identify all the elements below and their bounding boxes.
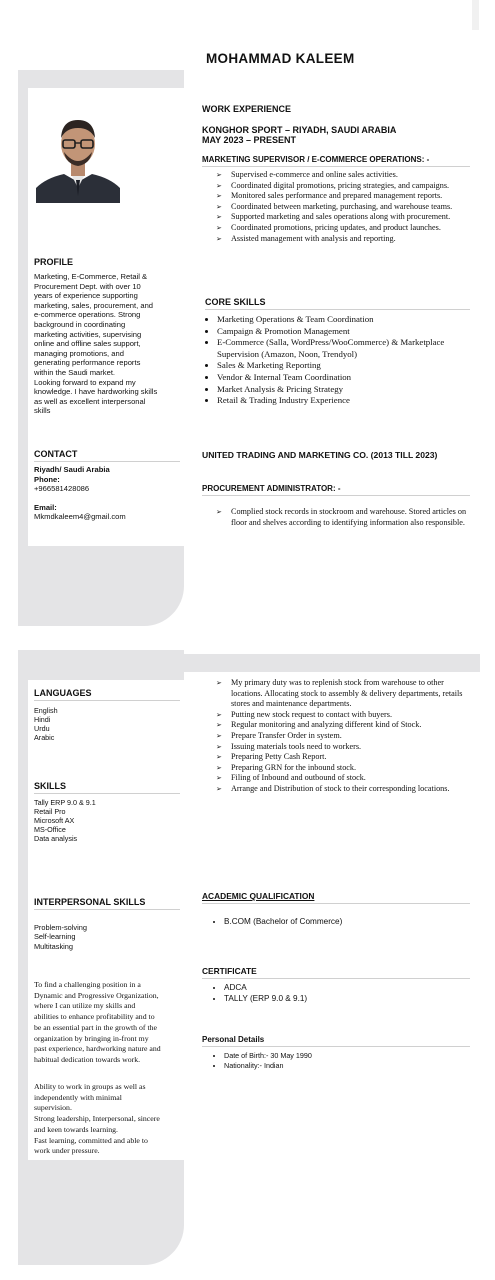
language-item: English <box>34 706 58 715</box>
job1-role: MARKETING SUPERVISOR / E-COMMERCE OPERATIONS: - <box>202 155 470 167</box>
duty-item: ➢ Coordinated promotions, pricing updates, and product launches. <box>214 223 472 234</box>
languages-heading: LANGUAGES <box>34 688 180 701</box>
personal-item: • Nationality:- Indian <box>224 1061 494 1071</box>
languages-list <box>34 706 58 742</box>
objective-line: Dynamic and Progressive Organization, <box>34 990 159 1000</box>
objective-line: be an essential part in the growth of the <box>34 1022 157 1032</box>
academic-item: • B.COM (Bachelor of Commerce) <box>224 917 494 928</box>
duty-item: ➢ Preparing Petty Cash Report. <box>214 752 472 763</box>
job1-period: MAY 2023 – PRESENT <box>202 135 297 145</box>
strength-line: independently with minimal <box>34 1092 122 1102</box>
skills-list <box>34 798 96 843</box>
profile-text <box>34 272 184 416</box>
personal-heading: Personal Details <box>202 1035 470 1047</box>
email-value: Mkmdkaleem4@gmail.com <box>34 512 126 522</box>
duty-item: ➢ Assisted management with analysis and reporting. <box>214 234 472 245</box>
job1-duties <box>214 170 472 244</box>
interpersonal-item: Multitasking <box>34 941 74 951</box>
job2-company: UNITED TRADING AND MARKETING CO. (2013 TILL 2023) <box>202 450 438 460</box>
duty-item: ➢ Monitored sales performance and prepared management reports. <box>214 191 472 202</box>
language-item: Arabic <box>34 733 55 742</box>
profile-line: background in coordinating <box>34 319 126 329</box>
interpersonal-item: Self-learning <box>34 932 76 942</box>
duty-item: ➢ Arrange and Distribution of stock to their corresponding locations. <box>214 784 472 795</box>
candidate-name: MOHAMMAD KALEEM <box>206 51 355 66</box>
profile-line: marketing activities, supervising <box>34 329 142 339</box>
profile-line: generating performance reports <box>34 358 141 368</box>
certificate-heading: CERTIFICATE <box>202 966 470 979</box>
contact-heading: CONTACT <box>34 449 180 462</box>
certificate-item: • ADCA <box>224 983 494 994</box>
duty-item: ➢ Coordinated digital promotions, pricing strategies, and campaigns. <box>214 181 472 192</box>
profile-line: within the Saudi market. <box>34 367 116 377</box>
profile-line: managing promotions, and <box>34 348 124 358</box>
duty-item: ➢ Supervised e-commerce and online sales activities. <box>214 170 472 181</box>
language-item: Urdu <box>34 724 50 733</box>
duty-item: ➢ Supported marketing and sales operations along with procurement. <box>214 212 472 223</box>
profile-line: skills <box>34 406 51 416</box>
personal-list <box>202 1051 494 1071</box>
resume-page-2 <box>0 650 495 1280</box>
duty-item: ➢ Coordinated between marketing, purchasing, and warehouse teams. <box>214 202 472 213</box>
skill-item: Tally ERP 9.0 & 9.1 <box>34 798 96 807</box>
duty-item: ➢ Putting new stock request to contact with buyers. <box>214 710 472 721</box>
certificate-list <box>202 983 494 1004</box>
skill-item: Retail Pro <box>34 807 66 816</box>
skills-heading: SKILLS <box>34 781 180 794</box>
duty-item: ➢ My primary duty was to replenish stock from warehouse to other locations. Allocating stock to assembly & delivery departments, retails stores and maintenance departments. <box>214 678 472 710</box>
core-skills-list <box>202 314 487 407</box>
interpersonal-heading: INTERPERSONAL SKILLS <box>34 897 180 910</box>
job2-role: PROCUREMENT ADMINISTRATOR: - <box>202 484 470 496</box>
objective-line: abilities to enhance profitability and to <box>34 1012 155 1022</box>
interpersonal-item: Problem-solving <box>34 923 87 932</box>
certificate-item: • TALLY (ERP 9.0 & 9.1) <box>224 994 494 1005</box>
objective-line: organization by bringing in-front my <box>34 1033 149 1043</box>
strengths-text <box>34 1082 184 1157</box>
objective-line: past experience, hardworking nature and <box>34 1044 161 1054</box>
profile-line: Marketing, E-Commerce, Retail & <box>34 272 148 281</box>
phone-value: +966581428086 <box>34 484 90 494</box>
resume-page-1 <box>0 0 495 628</box>
skill-item: Microsoft AX <box>34 816 75 825</box>
core-skills-heading: CORE SKILLS <box>205 297 470 310</box>
duty-item: ➢ Complied stock records in stockroom and warehouse. Stored articles on floor and shelves according to identifying information also responsible. <box>214 507 472 528</box>
strength-line: and keen towards learning. <box>34 1124 119 1134</box>
profile-line: Looking forward to expand my <box>34 377 136 387</box>
job2-duties-p1 <box>214 507 472 528</box>
core-skill-item: • Market Analysis & Pricing Strategy <box>217 384 487 396</box>
academic-list <box>202 917 494 928</box>
profile-line: Procurement Dept. with over 10 <box>34 281 141 291</box>
profile-photo <box>36 108 120 203</box>
profile-line: online and offline sales support, <box>34 339 141 349</box>
core-skill-item: • Campaign & Promotion Management <box>217 326 487 338</box>
profile-heading: PROFILE <box>34 257 74 267</box>
strength-line: work under pressure. <box>34 1146 100 1156</box>
phone-label: Phone: <box>34 474 60 484</box>
skill-item: Data analysis <box>34 834 78 843</box>
contact-location: Riyadh/ Saudi Arabia <box>34 465 110 474</box>
profile-line: as well as excellent interpersonal <box>34 396 146 406</box>
core-skill-item: • Marketing Operations & Team Coordination <box>217 314 487 326</box>
duty-item: ➢ Prepare Transfer Order in system. <box>214 731 472 742</box>
strength-line: Ability to work in groups as well as <box>34 1082 146 1091</box>
duty-item: ➢ Issuing materials tools need to workers. <box>214 742 472 753</box>
profile-line: knowledge. I have hardworking skills <box>34 387 158 397</box>
profile-line: e-commerce operations. Strong <box>34 310 141 320</box>
objective-line: where I can utilize my skills and <box>34 1001 136 1011</box>
language-item: Hindi <box>34 715 51 724</box>
objective-text <box>34 980 184 1066</box>
interpersonal-list <box>34 923 87 951</box>
objective-line: habitual dedication towards work. <box>34 1054 141 1064</box>
profile-line: marketing, sales, procurement, and <box>34 300 154 310</box>
core-skill-item: • Sales & Marketing Reporting <box>217 360 487 372</box>
strength-line: Strong leadership, Interpersonal, sincere <box>34 1114 160 1124</box>
job2-duties-p2 <box>214 678 472 795</box>
duty-item: ➢ Regular monitoring and analyzing different kind of Stock. <box>214 720 472 731</box>
core-skill-item: • Vendor & Internal Team Coordination <box>217 372 487 384</box>
duty-item: ➢ Filing of Inbound and outbound of stock. <box>214 773 472 784</box>
strength-line: supervision. <box>34 1103 72 1113</box>
core-skill-item: • Retail & Trading Industry Experience <box>217 395 487 407</box>
personal-item: • Date of Birth:- 30 May 1990 <box>224 1051 494 1061</box>
academic-heading: ACADEMIC QUALIFICATION <box>202 891 470 904</box>
objective-line: To find a challenging position in a <box>34 980 141 989</box>
skill-item: MS-Office <box>34 825 66 834</box>
duty-item: ➢ Preparing GRN for the inbound stock. <box>214 763 472 774</box>
contact-block <box>34 465 184 522</box>
core-skill-item: • E-Commerce (Salla, WordPress/WooCommerce) & Marketplace Supervision (Amazon, Noon, Trendyol) <box>217 337 487 360</box>
strength-line: Fast learning, committed and able to <box>34 1135 148 1145</box>
work-heading: WORK EXPERIENCE <box>202 104 292 114</box>
profile-line: years of experience supporting <box>34 291 138 301</box>
job1-company: KONGHOR SPORT – RIYADH, SAUDI ARABIA <box>202 125 397 135</box>
email-label: Email: <box>34 502 57 512</box>
